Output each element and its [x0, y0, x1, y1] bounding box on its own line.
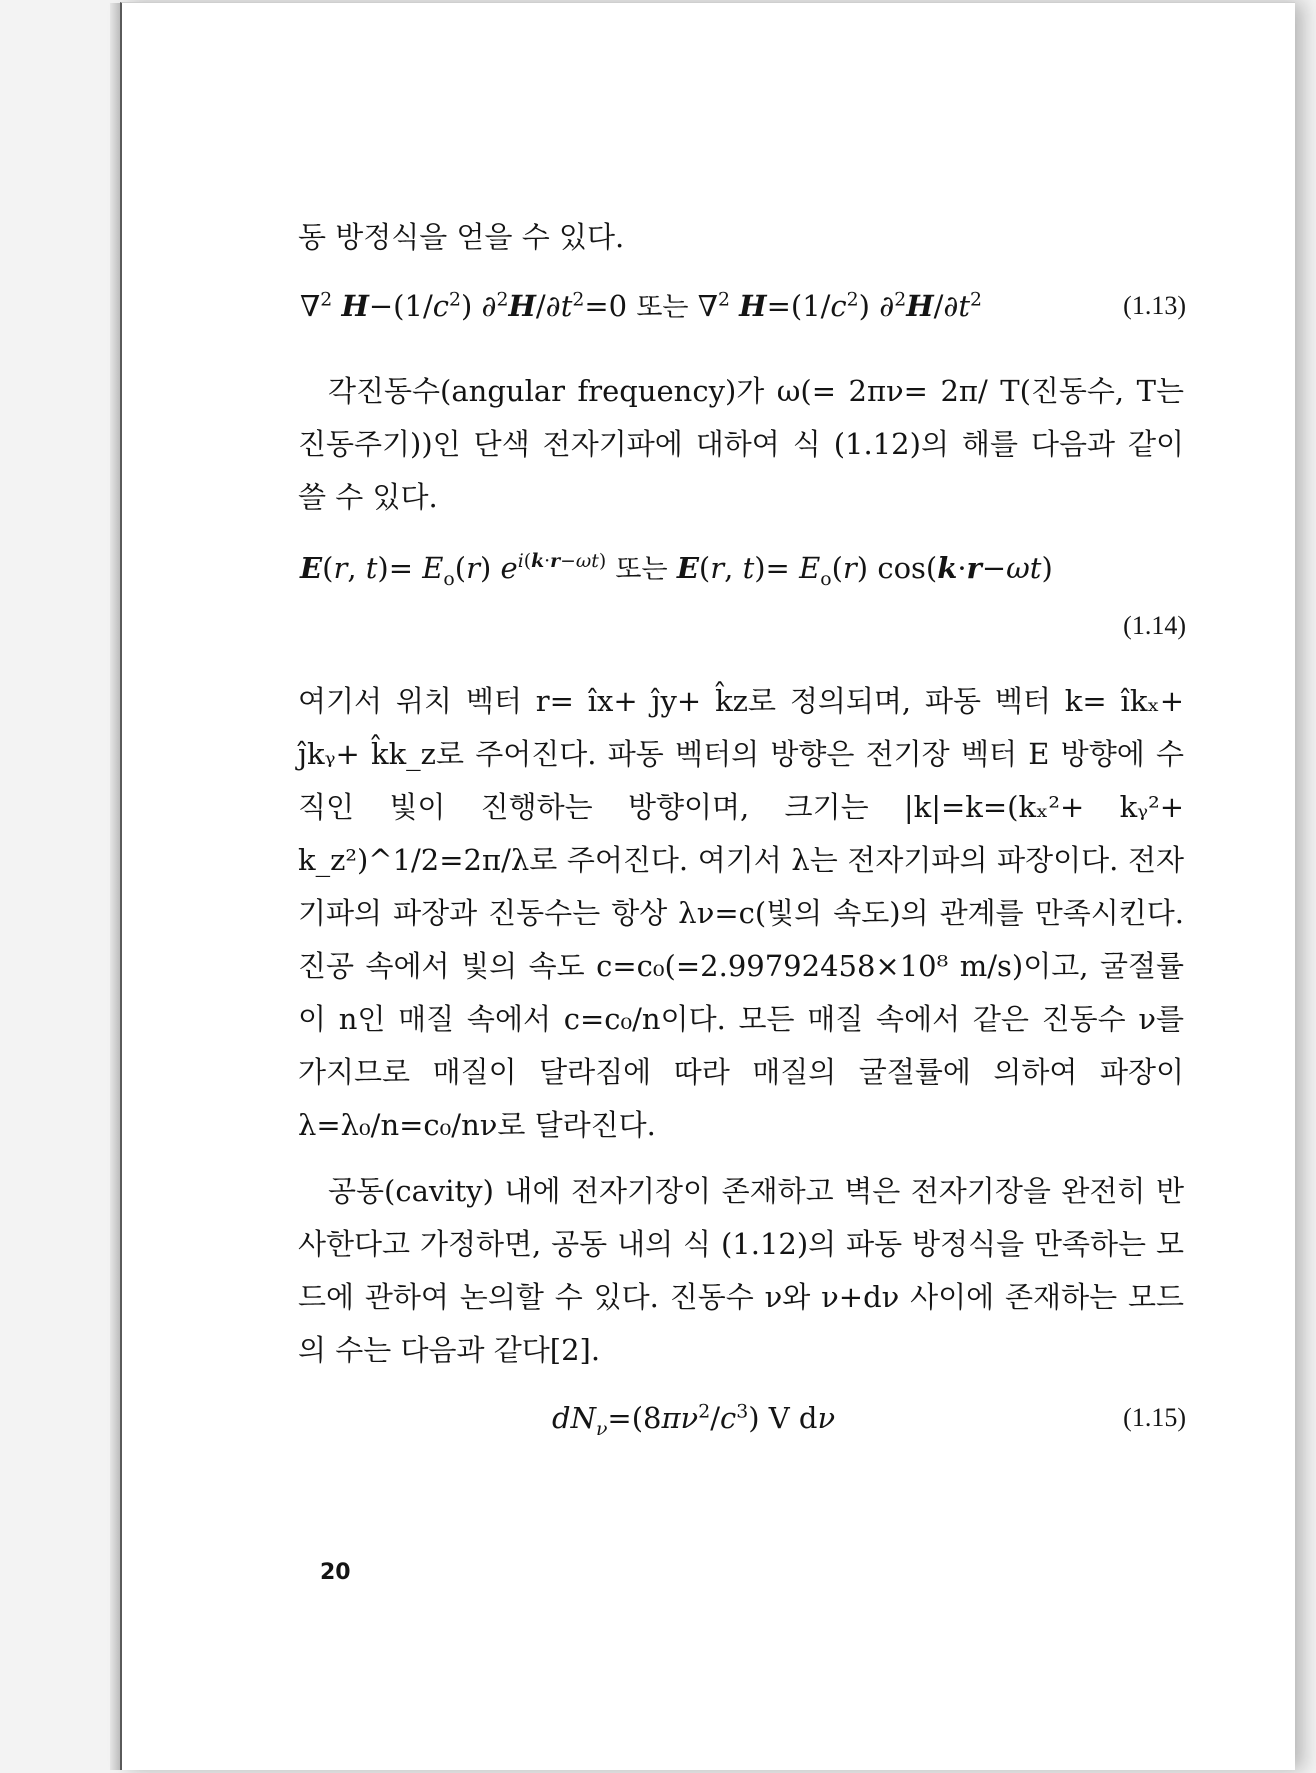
equation-1-14-number: (1.14)	[1123, 611, 1186, 640]
text-block-1	[298, 365, 1184, 524]
text-block-3	[298, 1165, 1184, 1377]
text-block-2	[298, 675, 1184, 1152]
equation-1-15	[300, 1393, 1186, 1443]
equation-1-14	[300, 543, 1186, 593]
paragraph-continuation: 동 방정식을 얻을 수 있다.	[298, 220, 625, 254]
paragraph-angular-frequency: 각진동수(angular frequency)가 ω(= 2πν= 2π/ T(진동수, T는 진동주기))인 단색 전자기파에 대하여 식 (1.12)의 해를 다음과 같이 쓸 수 있다.	[298, 374, 1184, 514]
paragraph-wave-vector: 여기서 위치 벡터 r= îx+ ĵy+ k̂z로 정의되며, 파동 벡터 k= îkₓ+ ĵkᵧ+ k̂k_z로 주어진다. 파동 벡터의 방향은 전기장 벡터 E 방향에 수직인 빛이 진행하는 방향이며, 크기는 |k|=k=(kₓ²+ kᵧ²+ k_z²)^1/2=2π/λ로 주어진다. 여기서 λ는 전자기파의 파장이다. 전자기파의 파장과 진동수는 항상 λν=c(빛의 속도)의 관계를 만족시킨다. 진공 속에서 빛의 속도 c=c₀(=2.99792458×10⁸ m/s)이고, 굴절률이 n인 매질 속에서 c=c₀/n이다. 모든 매질 속에서 같은 진동수 ν를 가지므로 매질이 달라짐에 따라 매질의 굴절률에 의하여 파장이 λ=λ₀/n=c₀/nν로 달라진다.	[298, 684, 1184, 1142]
equation-1-14-body: E(r, $t)= E_o(r)$ $e^{i(k\cdot r-\omega t)}$ 또는 E(r, $t)= E_o(r)$ cos(k·r−ωt)	[300, 550, 1053, 590]
equation-1-13	[300, 281, 1186, 331]
page-number: 20	[320, 1560, 351, 1585]
equation-1-14-number-row	[300, 601, 1186, 651]
equation-1-13-body: ∇$^2$ $H-(1/c^2)$ $\partial^2H/\partial t^2=0$ 또는 ∇$^2$ $H=(1/c^2)$ $\partial^2H/\partial t^2$	[300, 289, 983, 323]
equation-1-15-number: (1.15)	[1123, 1403, 1186, 1432]
equation-1-13-number: (1.13)	[1123, 291, 1186, 320]
text-line-top	[298, 211, 1184, 264]
equation-1-15-body: $dN_\nu=(8\pi\nu^2/c^3)$ V dν	[552, 1401, 836, 1440]
book-page	[120, 2, 1295, 1770]
paragraph-cavity-modes: 공동(cavity) 내에 전자기장이 존재하고 벽은 전자기장을 완전히 반사한다고 가정하면, 공동 내의 식 (1.12)의 파동 방정식을 만족하는 모드에 관하여 논의할 수 있다. 진동수 ν와 ν+dν 사이에 존재하는 모드의 수는 다음과 같다[2].	[298, 1174, 1184, 1367]
